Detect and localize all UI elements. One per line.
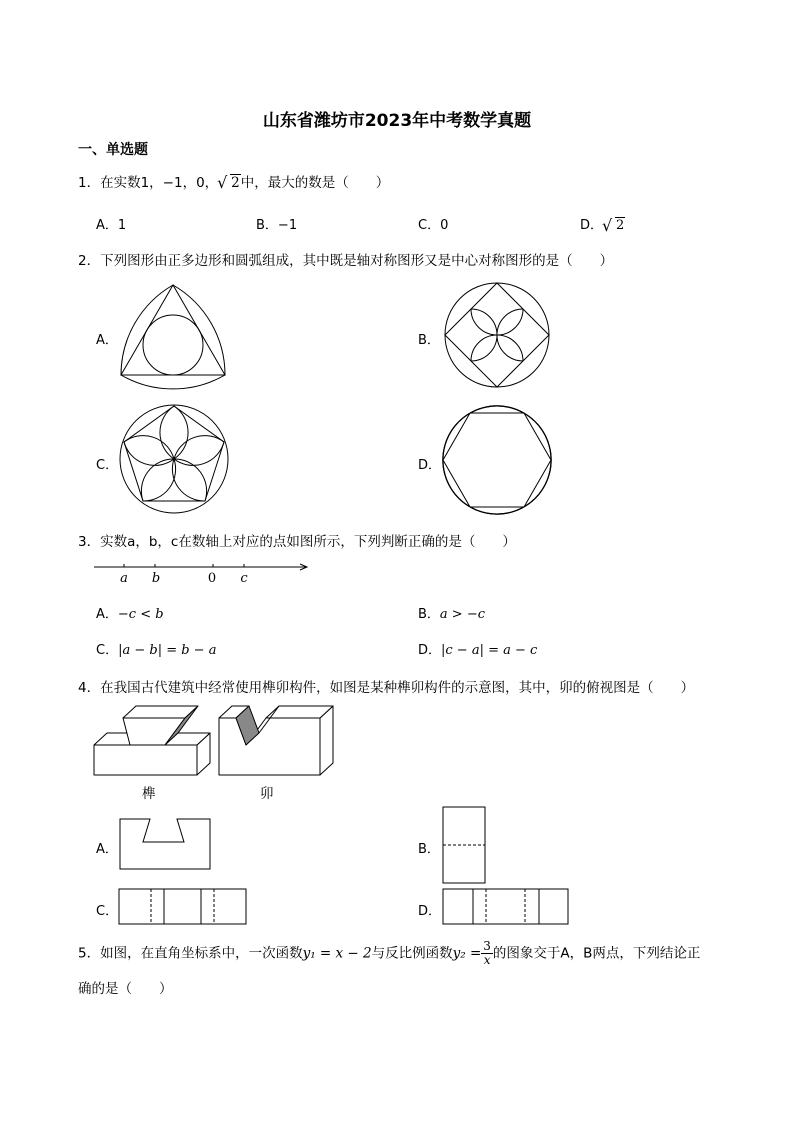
question-5-stem-line1 xyxy=(78,940,700,967)
question-2-stem: 2．下列图形由正多边形和圆弧组成，其中既是轴对称图形又是中心对称图形的是（ ） xyxy=(78,253,614,269)
option-letter: D． xyxy=(418,643,442,658)
option-text: |a − b| = b − a xyxy=(118,643,217,658)
q3-option-c xyxy=(96,639,216,658)
q2-option-b-label: B． xyxy=(418,333,440,348)
q2-option-d-label: D． xyxy=(418,458,442,473)
q3-number-line xyxy=(90,558,312,588)
q2-option-a-label: A． xyxy=(96,333,118,348)
option-letter: C． xyxy=(96,643,119,658)
q4-tenon-mortise-figure xyxy=(92,704,336,776)
section-heading: 一、单选题 xyxy=(78,142,148,158)
q5-stem-part-a: 5．如图，在直角坐标系中，一次函数 xyxy=(78,945,303,962)
q5-linear-function: y₁ = x − 2 xyxy=(302,945,372,962)
option-text: −c < b xyxy=(117,607,164,622)
q1-stem-part-a: 1．在实数1，−1，0， xyxy=(78,175,219,191)
axis-label-b: b xyxy=(151,571,161,586)
q4-view-b xyxy=(442,806,488,886)
sqrt-symbol xyxy=(218,175,241,191)
q1-stem-part-b: 中，最大的数是（ ） xyxy=(240,175,390,191)
q2-figure-b xyxy=(443,282,553,388)
q1-option-b xyxy=(256,214,297,233)
option-text: |c − a| = a − c xyxy=(441,643,538,658)
question-5-stem-line2: 确的是（ ） xyxy=(78,981,173,997)
q2-figure-a xyxy=(120,282,226,378)
q4-option-b-label: B． xyxy=(418,842,440,857)
q5-stem-part-c: 的图象交于A，B两点，下列结论正 xyxy=(492,945,701,962)
q2-figure-c xyxy=(118,404,230,514)
q1-option-d xyxy=(580,214,625,233)
option-letter: A． xyxy=(96,607,118,622)
option-letter: C． xyxy=(418,218,441,233)
q5-inverse-function-lhs: y₂ = xyxy=(452,945,482,962)
option-text: a > −c xyxy=(439,607,486,622)
tenon-caption: 榫 xyxy=(142,786,156,802)
q4-view-c xyxy=(118,888,248,926)
q5-stem-part-b: 与反比例函数 xyxy=(371,945,453,962)
q4-option-c-label: C． xyxy=(96,904,119,919)
q4-view-d xyxy=(442,888,570,926)
option-letter: B． xyxy=(256,218,278,233)
axis-label-zero: 0 xyxy=(207,571,217,586)
option-letter: B． xyxy=(418,607,440,622)
mortise-caption: 卯 xyxy=(260,786,274,802)
axis-label-c: c xyxy=(240,571,248,586)
q4-option-d-label: D． xyxy=(418,904,442,919)
fraction-numerator: 3 xyxy=(483,939,491,953)
q4-option-a-label: A． xyxy=(96,842,118,857)
question-1-stem xyxy=(78,171,389,191)
q2-option-c-label: C． xyxy=(96,458,119,473)
option-letter: A． xyxy=(96,218,118,233)
option-radicand: 2 xyxy=(616,218,625,233)
page-title: 山东省潍坊市2023年中考数学真题 xyxy=(262,111,532,131)
option-text: 0 xyxy=(440,218,449,233)
option-text: −1 xyxy=(277,218,298,233)
question-3-stem: 3．实数a，b，c在数轴上对应的点如图所示，下列判断正确的是（ ） xyxy=(78,534,516,550)
q5-fraction xyxy=(481,940,493,967)
q1-option-c xyxy=(418,214,448,233)
question-4-stem: 4．在我国古代建筑中经常使用榫卯构件，如图是某种榫卯构件的示意图，其中，卯的俯视图是（ ） xyxy=(78,680,695,696)
option-letter: D． xyxy=(580,218,604,233)
q1-radicand: 2 xyxy=(231,175,240,191)
fraction-denominator: x xyxy=(483,953,491,967)
q4-view-a xyxy=(119,818,213,872)
q3-option-a xyxy=(96,603,164,622)
option-text: 1 xyxy=(117,218,127,233)
sqrt-symbol xyxy=(603,218,625,233)
q3-option-b xyxy=(418,603,485,622)
q3-option-d xyxy=(418,639,537,658)
q1-option-a xyxy=(96,214,126,233)
q2-figure-d xyxy=(441,404,553,516)
axis-label-a: a xyxy=(120,571,128,586)
